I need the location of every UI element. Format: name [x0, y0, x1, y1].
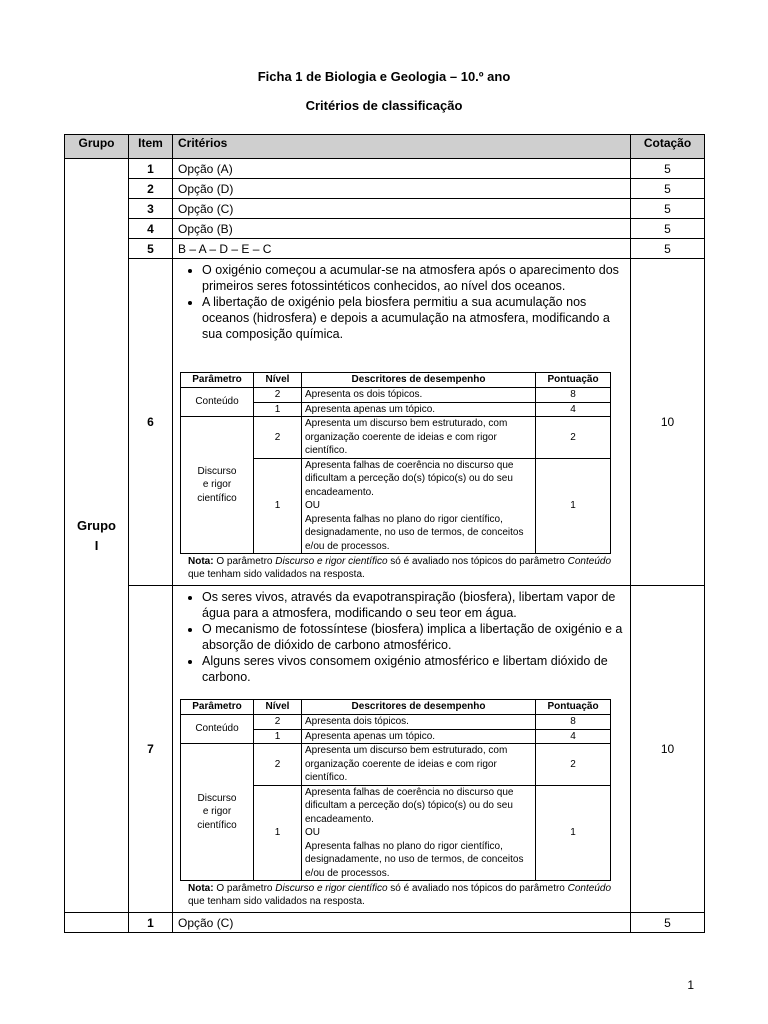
- nota-text: que tenham sido validados na resposta.: [188, 896, 365, 907]
- nota-label: Nota:: [188, 556, 214, 567]
- descritor: Apresenta apenas um tópico.: [302, 402, 536, 417]
- nivel: 2: [254, 388, 302, 403]
- page-number: 1: [687, 978, 694, 992]
- rubric-table: [180, 372, 611, 554]
- item-number: 4: [129, 219, 173, 239]
- nota-text: O parâmetro: [213, 883, 276, 894]
- header-item: Item: [129, 135, 173, 159]
- grupo-number: I: [94, 537, 99, 553]
- item-number: 1: [129, 159, 173, 179]
- grupo-cell-empty: [65, 913, 129, 933]
- cotacao: 5: [631, 913, 705, 933]
- descritor-a: Apresenta falhas de coerência no discurso que dificultam a perceção do(s) tópico(s) ou do seu encadeamento.: [305, 459, 514, 498]
- pontuacao: 8: [536, 715, 611, 730]
- header-criterios: Critérios: [173, 135, 631, 159]
- grupo-cell: [65, 159, 129, 913]
- grupo-label: Grupo: [77, 518, 116, 533]
- cotacao: 10: [631, 259, 705, 586]
- nivel: 1: [254, 729, 302, 744]
- topic: • O mecanismo de fotossíntese (biosfera) implica a libertação de oxigénio e a absorção de dióxido de carbono atmosférico.: [202, 621, 625, 653]
- nivel: 1: [254, 785, 302, 881]
- nivel: 1: [254, 458, 302, 554]
- pontuacao: 8: [536, 388, 611, 403]
- nivel: 2: [254, 715, 302, 730]
- criterio: Opção (C): [173, 913, 631, 933]
- header-grupo: Grupo: [65, 135, 129, 159]
- topic: • Os seres vivos, através da evapotranspiração (biosfera), libertam vapor de água para a atmosfera, modificando o seu teor em água.: [202, 589, 625, 621]
- descritor-b: Apresenta falhas no plano do rigor científico, designadamente, no uso de termos, de conceitos e/ou de processos.: [305, 840, 524, 879]
- cotacao: 5: [631, 199, 705, 219]
- criterio: B – A – D – E – C: [173, 239, 631, 259]
- table-row-item-7: [65, 586, 705, 913]
- descritor: Apresenta os dois tópicos.: [302, 388, 536, 403]
- cotacao: 5: [631, 159, 705, 179]
- nota-text: que tenham sido validados na resposta.: [188, 569, 365, 580]
- table-row: [65, 913, 705, 933]
- cotacao: 5: [631, 179, 705, 199]
- cotacao: 10: [631, 586, 705, 913]
- table-row: [65, 239, 705, 259]
- nota-italic: Discurso e rigor científico: [275, 556, 388, 567]
- table-row: [65, 179, 705, 199]
- pontuacao: 4: [536, 402, 611, 417]
- item-number: 5: [129, 239, 173, 259]
- criterio: Opção (C): [173, 199, 631, 219]
- topics-list: [178, 262, 625, 342]
- descritor: Apresenta apenas um tópico.: [302, 729, 536, 744]
- param-conteudo: Conteúdo: [181, 388, 254, 417]
- rubric-header-parametro: Parâmetro: [181, 700, 254, 715]
- pontuacao: 4: [536, 729, 611, 744]
- table-row: [65, 219, 705, 239]
- nota-text: só é avaliado nos tópicos do parâmetro: [387, 883, 568, 894]
- item-number: 3: [129, 199, 173, 219]
- nivel: 2: [254, 744, 302, 786]
- nota-text: só é avaliado nos tópicos do parâmetro: [387, 556, 568, 567]
- descritor-b: Apresenta falhas no plano do rigor científico, designadamente, no uso de termos, de conceitos e/ou de processos.: [305, 513, 524, 552]
- nivel: 1: [254, 402, 302, 417]
- rubric-header-parametro: Parâmetro: [181, 373, 254, 388]
- descritor-ou: OU: [305, 500, 320, 511]
- pontuacao: 2: [536, 417, 611, 459]
- document-title: Ficha 1 de Biologia e Geologia – 10.º ano: [257, 69, 511, 84]
- rubric-header-descritores: Descritores de desempenho: [302, 373, 536, 388]
- param-discurso: Discurso e rigor científico: [181, 417, 254, 554]
- table-row: [65, 159, 705, 179]
- topic: • A libertação de oxigénio pela biosfera permitiu a sua acumulação nos oceanos (hidrosfera) e depois a acumulação na atmosfera, modificando a sua composição química.: [202, 294, 625, 342]
- descritor: Apresenta um discurso bem estruturado, com organização coerente de ideias e com rigor científico.: [302, 744, 536, 786]
- nota-italic: Discurso e rigor científico: [275, 883, 388, 894]
- descritor-a: Apresenta falhas de coerência no discurso que dificultam a perceção do(s) tópico(s) ou do seu encadeamento.: [305, 786, 514, 825]
- nota: [188, 882, 625, 908]
- param-discurso: Discurso e rigor científico: [181, 744, 254, 881]
- criterio: Opção (B): [173, 219, 631, 239]
- nota-italic: Conteúdo: [567, 556, 612, 567]
- rubric-header-pontuacao: Pontuação: [536, 700, 611, 715]
- criterio: Opção (D): [173, 179, 631, 199]
- item-number: 2: [129, 179, 173, 199]
- topic: • Alguns seres vivos consomem oxigénio atmosférico e libertam dióxido de carbono.: [202, 653, 625, 685]
- item-number: 7: [129, 586, 173, 913]
- descritor-ou: OU: [305, 827, 320, 838]
- header-cotacao: Cotação: [631, 135, 705, 159]
- rubric-header-nivel: Nível: [254, 373, 302, 388]
- pontuacao: 1: [536, 458, 611, 554]
- criterio-item-7: [173, 586, 631, 913]
- document-subtitle: Critérios de classificação: [305, 98, 463, 113]
- cotacao: 5: [631, 219, 705, 239]
- topic: • O oxigénio começou a acumular-se na atmosfera após o aparecimento dos primeiros seres fotossintéticos conhecidos, ao nível dos oceanos.: [202, 262, 625, 294]
- rubric-header-nivel: Nível: [254, 700, 302, 715]
- table-row: [65, 199, 705, 219]
- descritor: Apresenta um discurso bem estruturado, com organização coerente de ideias e com rigor científico.: [302, 417, 536, 459]
- descritor: [302, 785, 536, 881]
- criterio: Opção (A): [173, 159, 631, 179]
- table-row-item-6: [65, 259, 705, 586]
- pontuacao: 1: [536, 785, 611, 881]
- nota-text: O parâmetro: [213, 556, 276, 567]
- table-header-row: [65, 135, 705, 159]
- nota: [188, 555, 625, 581]
- rubric-header-descritores: Descritores de desempenho: [302, 700, 536, 715]
- rubric-header-pontuacao: Pontuação: [536, 373, 611, 388]
- cotacao: 5: [631, 239, 705, 259]
- item-number: 1: [129, 913, 173, 933]
- nivel: 2: [254, 417, 302, 459]
- pontuacao: 2: [536, 744, 611, 786]
- param-conteudo: Conteúdo: [181, 715, 254, 744]
- rubric-table: [180, 699, 611, 881]
- descritor: [302, 458, 536, 554]
- criteria-table: [64, 134, 705, 933]
- nota-italic: Conteúdo: [567, 883, 612, 894]
- topics-list: [178, 589, 625, 685]
- descritor: Apresenta dois tópicos.: [302, 715, 536, 730]
- item-number: 6: [129, 259, 173, 586]
- nota-label: Nota:: [188, 883, 214, 894]
- criterio-item-6: [173, 259, 631, 586]
